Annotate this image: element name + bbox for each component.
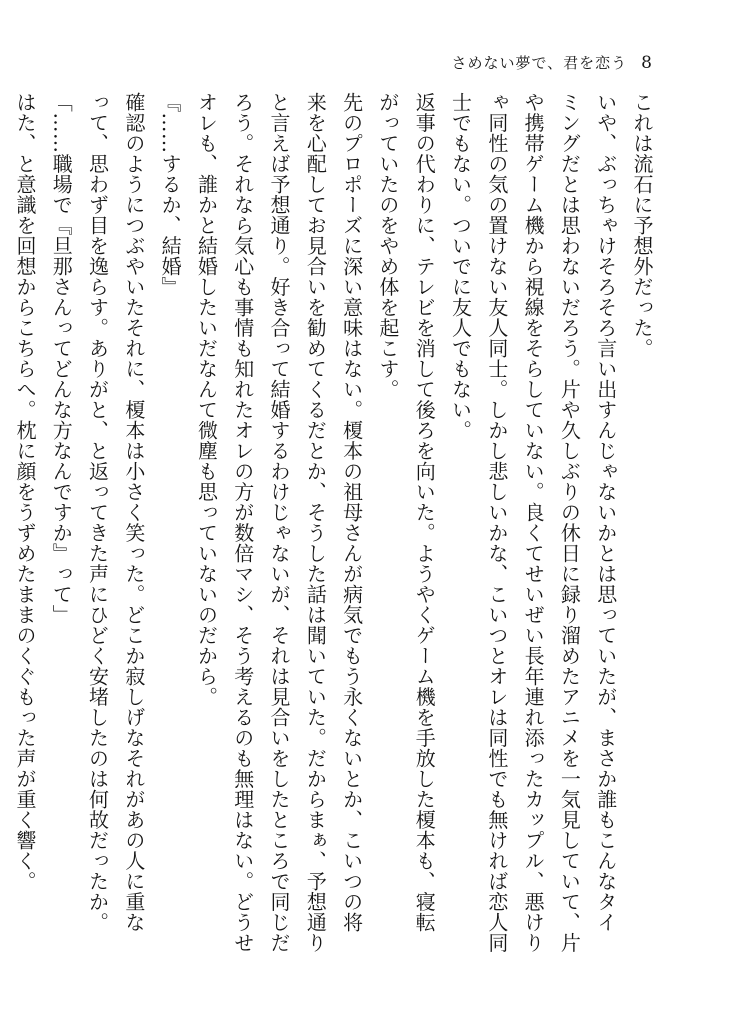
text-line-3: ミングだとは思わないだろう。片や久しぶりの休日に録り溜めたアニメを一気見していて、片	[557, 92, 582, 953]
text-line-7: 返事の代わりに、テレビを消して後ろを向いた。ようやくゲーム機を手放した榎本も、寝転	[412, 92, 437, 933]
text-line-6: 士でもない。ついでに友人でもない。	[448, 92, 473, 441]
text-line-18: はた、と意識を回想からこちらへ。枕に顔をうずめたままのくぐもった声が重く響く。	[12, 92, 37, 892]
text-line-2: いや、ぶっちゃけそろそろ言い出すんじゃないかとは思っていたが、まさか誰もこんなタイ	[593, 92, 618, 933]
vertical-body-text	[12, 92, 660, 976]
text-line-14: 『……するか、結婚』	[158, 92, 183, 297]
text-line-1: これは流石に予想外だった。	[630, 92, 654, 359]
text-line-9: 先のプロポーズに深い意味はない。榎本の祖母さんが病気でもう永くないとか、こいつの将	[339, 92, 364, 933]
text-line-5: ゃ同性の気の置けない友人同士。しかし悲しいかな、こいつとオレは同性でも無ければ恋人同	[484, 92, 509, 953]
text-line-13: オレも、誰かと結婚したいだなんて微塵も思っていないのだから。	[194, 92, 219, 707]
text-line-4: や携帯ゲーム機から視線をそらしていない。良くてせいぜい長年連れ添ったカップル、悪けり	[521, 92, 546, 953]
book-title: さめない夢で、君を恋う	[451, 54, 628, 72]
text-line-11: と言えば予想通り。好き合って結婚するわけじゃないが、それは見合いをしたところで同じだ	[267, 92, 292, 953]
text-line-15: 確認のようにつぶやいたそれに、榎本は小さく笑った。どこか寂しげなそれがあの人に重な	[121, 92, 146, 933]
text-line-8: がっていたのをやめ体を起こす。	[375, 92, 400, 400]
running-header	[451, 52, 652, 73]
text-line-10: 来を心配してお見合いを勧めてくるだとか、そうした話は聞いていた。だからまぁ、予想通り	[303, 92, 328, 953]
text-line-16: って、思わず目を逸らす。ありがと、と返ってきた声にひどく安堵したのは何故だったか。	[85, 92, 110, 933]
page-number: 8	[641, 53, 652, 73]
text-line-17: 「……職場で『旦那さんってどんな方なんですか』って」	[49, 92, 74, 625]
text-line-12: ろう。それなら気心も事情も知れたオレの方が数倍マシ、そう考えるのも無理はない。どうせ	[230, 92, 255, 953]
